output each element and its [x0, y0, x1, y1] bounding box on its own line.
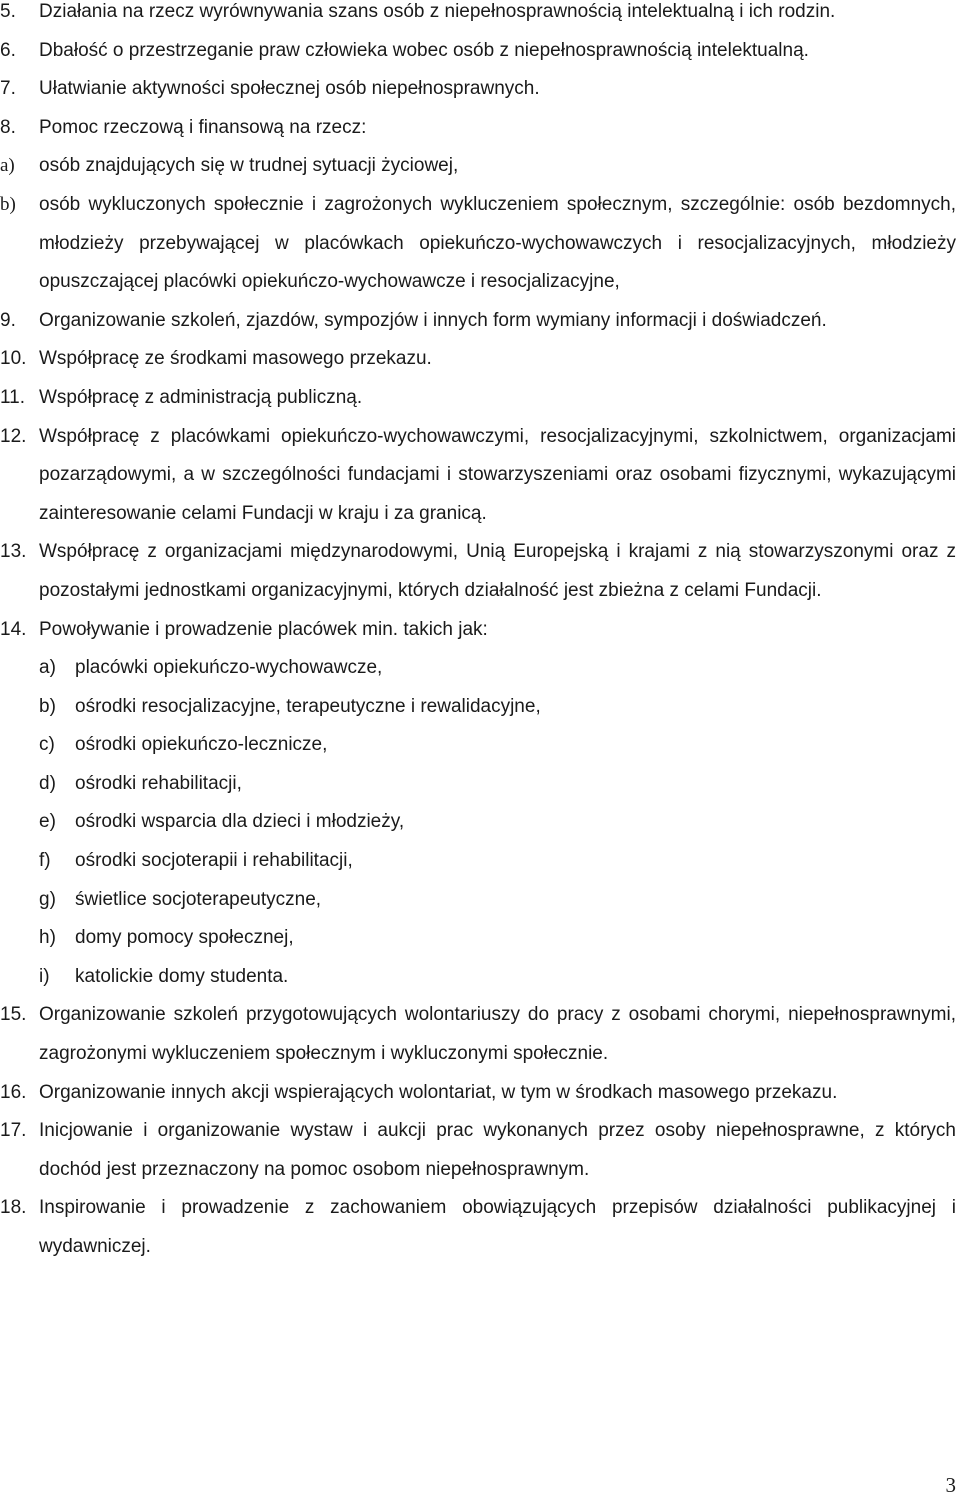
list-item-number: 15. — [0, 1004, 27, 1026]
list-subitem-14e — [0, 803, 958, 842]
list-subitem-text: osób znajdujących się w trudnej sytuacji życiowej, — [39, 155, 459, 177]
list-item-text: Pomoc rzeczową i finansową na rzecz: — [39, 116, 367, 138]
list-item-number: 6. — [0, 39, 16, 61]
list-item-text: Dbałość o przestrzeganie praw człowieka wobec osób z niepełnosprawnością intelektualną. — [39, 39, 809, 61]
list-item-text: Powoływanie i prowadzenie placówek min. takich jak: — [39, 618, 488, 640]
list-subitem-letter: i) — [39, 965, 50, 987]
list-subitem-letter: c) — [39, 734, 55, 756]
list-item-number: 7. — [0, 78, 16, 100]
list-item-6 — [0, 32, 958, 71]
list-item-number: 10. — [0, 348, 27, 370]
list-item-number: 14. — [0, 618, 27, 640]
list-subitem-letter: g) — [39, 888, 56, 910]
list-subitem-text: ośrodki rehabilitacji, — [75, 772, 242, 794]
list-subitem-letter: f) — [39, 850, 51, 872]
list-item-18 — [0, 1189, 958, 1266]
list-item-11 — [0, 379, 958, 418]
list-item-number: 9. — [0, 309, 16, 331]
list-subitem-text: ośrodki socjoterapii i rehabilitacji, — [75, 850, 353, 872]
list-item-text: Organizowanie innych akcji wspierających wolontariat, w tym w środkach masowego przekazu. — [39, 1081, 838, 1103]
list-item-15 — [0, 996, 958, 1073]
list-subitem-text: ośrodki wsparcia dla dzieci i młodzieży, — [75, 811, 405, 833]
list-item-7 — [0, 70, 958, 109]
list-item-text: Inicjowanie i organizowanie wystaw i aukcji prac wykonanych przez osoby niepełnosprawne, z których dochód jest przeznaczony na pomoc osobom niepełnosprawnym. — [39, 1120, 956, 1180]
list-item-9 — [0, 302, 958, 341]
list-item-text: Współpracę z organizacjami międzynarodowymi, Unią Europejską i krajami z nią stowarzyszonymi oraz z pozostałymi jednostkami organizacyjnymi, których działalność jest zbieżna z celami Fundacji. — [39, 541, 956, 601]
list-subitem-14b — [0, 688, 958, 727]
list-item-text: Ułatwianie aktywności społecznej osób niepełnosprawnych. — [39, 78, 540, 100]
list-subitem-letter: b) — [39, 695, 56, 717]
list-item-text: Współpracę ze środkami masowego przekazu. — [39, 348, 432, 370]
list-subitem-letter: b) — [0, 193, 16, 215]
list-item-number: 17. — [0, 1120, 27, 1142]
list-item-number: 16. — [0, 1081, 27, 1103]
list-subitem-letter: h) — [39, 927, 56, 949]
list-item-number: 12. — [0, 425, 27, 447]
list-item-text: Organizowanie szkoleń, zjazdów, sympozjów i innych form wymiany informacji i doświadczeń. — [39, 309, 827, 331]
list-subitem-letter: d) — [39, 772, 56, 794]
list-subitem-14a — [0, 649, 958, 688]
list-subitem-14h — [0, 919, 958, 958]
list-item-17 — [0, 1112, 958, 1189]
list-subitem-text: świetlice socjoterapeutyczne, — [75, 888, 322, 910]
list-subitem-14c — [0, 726, 958, 765]
list-item-12 — [0, 418, 958, 534]
list-subitem-14f — [0, 842, 958, 881]
list-item-number: 11. — [0, 386, 26, 408]
list-item-8 — [0, 109, 958, 148]
list-subitem-8b — [0, 186, 958, 302]
list-subitem-text: placówki opiekuńczo-wychowawcze, — [75, 657, 383, 679]
list-subitem-text: osób wykluczonych społecznie i zagrożonych wykluczeniem społecznym, szczególnie: osób bezdomnych, młodzieży przebywającej w placówkach opiekuńczo-wychowawczych i resocjalizacyjnych, młodzieży opuszczającej placówki opiekuńczo-wychowawcze i resocjalizacyjne, — [39, 193, 956, 293]
list-item-number: 8. — [0, 116, 16, 138]
page-number: 3 — [945, 1473, 956, 1497]
list-item-text: Organizowanie szkoleń przygotowujących wolontariuszy do pracy z osobami chorymi, niepełnosprawnymi, zagrożonymi wykluczeniem społecznym i wykluczonymi społecznie. — [39, 1004, 956, 1065]
list-item-number: 5. — [0, 1, 16, 22]
list-item-10 — [0, 340, 958, 379]
list-subitem-14g — [0, 881, 958, 920]
list-item-number: 13. — [0, 541, 27, 563]
list-subitem-8a — [0, 147, 958, 186]
list-item-number: 18. — [0, 1197, 27, 1219]
list-subitem-letter: a) — [39, 657, 56, 679]
list-item-text: Współpracę z placówkami opiekuńczo-wychowawczymi, resocjalizacyjnymi, szkolnictwem, organizacjami pozarządowymi, a w szczególności fundacjami i stowarzyszeniami oraz osobami fizycznymi, wykazującymi zainteresowanie celami Fundacji w kraju i za granicą. — [39, 425, 956, 524]
list-subitem-letter: a) — [0, 155, 15, 177]
list-item-14 — [0, 611, 958, 650]
list-subitem-text: katolickie domy studenta. — [75, 965, 289, 987]
list-item-text: Inspirowanie i prowadzenie z zachowaniem obowiązujących przepisów działalności publikacyjnej i wydawniczej. — [39, 1197, 956, 1257]
list-item-5 — [0, 0, 958, 32]
list-subitem-text: domy pomocy społecznej, — [75, 927, 294, 949]
list-subitem-text: ośrodki opiekuńczo-lecznicze, — [75, 734, 328, 756]
list-item-text: Współpracę z administracją publiczną. — [39, 386, 363, 408]
list-item-text: Działania na rzecz wyrównywania szans osób z niepełnosprawnością intelektualną i ich rodzin. — [39, 1, 836, 22]
list-subitem-text: ośrodki resocjalizacyjne, terapeutyczne i rewalidacyjne, — [75, 695, 541, 717]
list-item-13 — [0, 533, 958, 610]
list-item-16 — [0, 1074, 958, 1113]
list-subitem-14d — [0, 765, 958, 804]
list-subitem-letter: e) — [39, 811, 56, 833]
list-subitem-14i — [0, 958, 958, 997]
